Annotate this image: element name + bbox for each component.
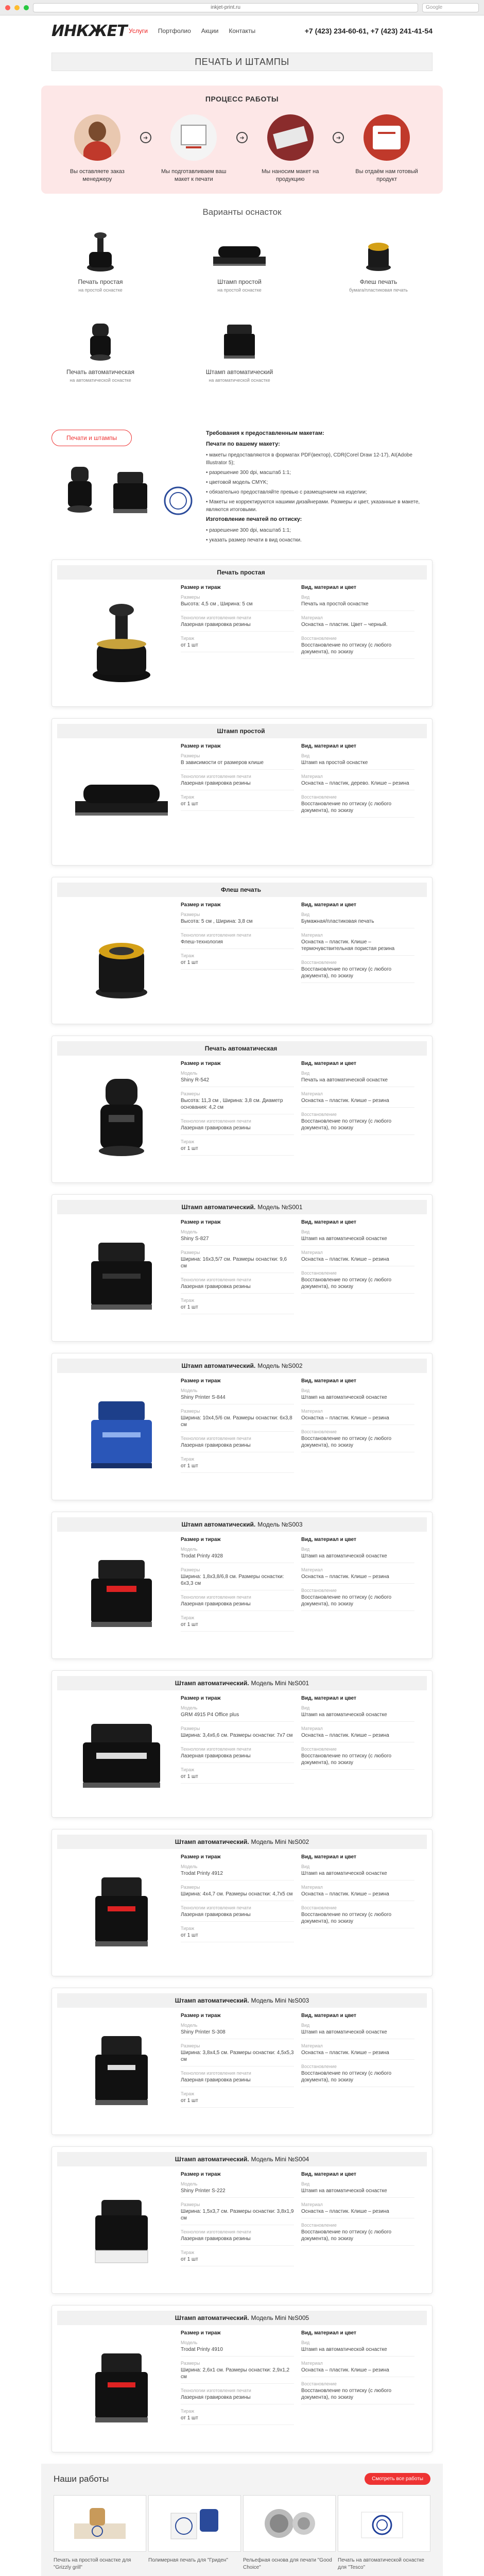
work-item[interactable]: Печать на автоматической оснастке для "Tesco" xyxy=(338,2495,430,2571)
variant-flash-seal[interactable]: Флеш печать бумага/пластиковая печать xyxy=(309,229,448,319)
variant-auto-seal[interactable]: Печать автоматическая на автоматической оснастке xyxy=(31,319,170,409)
product-tirage: от 1 шт xyxy=(181,1145,294,1156)
product-tirage: от 1 шт xyxy=(181,959,294,970)
product-sizes: Ширина: 4х4,7 см. Размеры оснастки: 4,7х5 см xyxy=(181,1891,294,1901)
product-tech: Лазерная гравировка резины xyxy=(181,2394,294,2404)
product-model: Shiny R-542 xyxy=(181,1077,294,1087)
product-tech: Флеш-технология xyxy=(181,939,294,949)
product-model: Shiny Printer S-222 xyxy=(181,2188,294,2198)
product-kind: Штамп на автоматической оснастке xyxy=(301,1553,414,1563)
printing-machine-image xyxy=(267,114,314,161)
auto-stamp-image xyxy=(219,321,260,363)
requirement-item: • Макеты не корректируются нашими дизайнерами. Размеры и цвет, указанные в макете, являются итоговыми. xyxy=(206,499,420,513)
product-image xyxy=(62,585,181,698)
product-restore: Восстановление по оттиску (с любого документа), по эскизу xyxy=(301,2229,414,2246)
product-material: Оснастка – пластик. Клише – резина xyxy=(301,1891,414,1901)
product-sizes: Высота: 5 см , Ширина: 3,8 см xyxy=(181,918,294,928)
product-tech: Лазерная гравировка резины xyxy=(181,1125,294,1135)
product-card: Печать простая Размер и тираж Размеры Высота: 4,5 см , Ширина: 5 см Технологии изготовления печати Лазерная гравировка резины Тираж от 1 шт Вид, материал и цвет Вид Печать на простой оснастке Материал Оснастка – пластик. Цвет – черный. Восстановление Восстановление по оттиску (с любого документа), по эскизу xyxy=(51,560,433,707)
auto-seal-image xyxy=(85,321,116,363)
product-material: Оснастка – пластик. Клише – резина xyxy=(301,2049,414,2060)
product-title: Штамп автоматический. Модель №S003 xyxy=(57,1517,427,1532)
product-restore: Восстановление по оттиску (с любого документа), по эскизу xyxy=(301,1911,414,1928)
product-image xyxy=(62,902,181,1015)
product-restore: Восстановление по оттиску (с любого документа), по эскизу xyxy=(301,1277,414,1294)
process-title: ПРОЦЕСС РАБОТЫ xyxy=(205,95,279,103)
view-col-title: Вид, материал и цвет xyxy=(301,743,356,749)
product-kind: Штамп на простой оснастке xyxy=(301,759,414,770)
round-stamp-image xyxy=(85,231,116,273)
product-restore: Восстановление по оттиску (с любого документа), по эскизу xyxy=(301,801,414,818)
requirement-item: • макеты предоставляются в форматах PDF(вектор), CDR(Corel Draw 12-17), AI(Adobe Illustrator 5); xyxy=(206,452,412,466)
nav-item-portfolio[interactable]: Портфолио xyxy=(158,27,191,35)
product-image xyxy=(62,1061,181,1174)
product-tirage: от 1 шт xyxy=(181,1621,294,1632)
close-window-icon[interactable] xyxy=(5,5,10,10)
requirement-item: • разрешение 300 dpi, масштаб 1:1; xyxy=(206,528,291,533)
product-tirage: от 1 шт xyxy=(181,1773,294,1784)
product-tech: Лазерная гравировка резины xyxy=(181,1911,294,1922)
site-logo[interactable]: ИНКЖЕТ xyxy=(51,22,127,40)
product-tech: Лазерная гравировка резины xyxy=(181,2235,294,2246)
process-step: Мы наносим макет на продукцию xyxy=(252,114,329,183)
product-model: Shiny Printer S-844 xyxy=(181,1394,294,1404)
requirement-item: • разрешение 300 dpi, масштаб 1:1; xyxy=(206,470,291,476)
product-sizes: Высота: 11,3 см , Ширина: 3,8 см. Диаметр основания: 4,2 см xyxy=(181,1097,294,1114)
product-title: Штамп автоматический. Модель Mini №S004 xyxy=(57,2152,427,2166)
product-title: Штамп автоматический. Модель №S002 xyxy=(57,1359,427,1373)
product-tirage: от 1 шт xyxy=(181,1463,294,1473)
product-material: Оснастка – пластик. Клише – резина xyxy=(301,1573,414,1584)
product-tech: Лазерная гравировка резины xyxy=(181,621,294,632)
product-material: Оснастка – пластик, дерево. Клише – резина xyxy=(301,780,414,790)
view-col-title: Вид, материал и цвет xyxy=(301,1219,356,1225)
view-col-title: Вид, материал и цвет xyxy=(301,585,356,590)
variant-auto-stamp[interactable]: Штамп автоматический на автоматической оснастке xyxy=(170,319,309,409)
product-title: Штамп автоматический. Модель Mini №S002 xyxy=(57,1835,427,1849)
main-nav xyxy=(129,27,305,35)
product-kind: Штамп на автоматической оснастке xyxy=(301,2188,414,2198)
work-photo xyxy=(148,2495,241,2552)
requirements-subtitle2: Изготовление печатей по оттиску: xyxy=(206,516,302,522)
product-tirage: от 1 шт xyxy=(181,2097,294,2108)
product-tech: Лазерная гравировка резины xyxy=(181,1753,294,1763)
size-col-title: Размер и тираж xyxy=(181,1696,221,1701)
browser-search-input[interactable]: Google xyxy=(422,3,479,12)
size-col-title: Размер и тираж xyxy=(181,585,221,590)
requirements-title: Требования к предоставленным макетам: xyxy=(206,430,324,436)
size-col-title: Размер и тираж xyxy=(181,2330,221,2336)
product-tirage: от 1 шт xyxy=(181,2256,294,2266)
product-title: Печать автоматическая xyxy=(57,1041,427,1056)
product-image xyxy=(62,1378,181,1492)
works-title: Наши работы xyxy=(54,2473,109,2484)
product-sizes: Ширина: 1,5х3,7 см. Размеры оснастки: 3,8х1,9 см xyxy=(181,2208,294,2225)
work-photo xyxy=(243,2495,336,2552)
address-bar[interactable]: inkjet-print.ru xyxy=(33,3,418,12)
size-col-title: Размер и тираж xyxy=(181,902,221,908)
process-section xyxy=(41,86,443,194)
process-step: Вы отдаём нам готовый продукт xyxy=(348,114,425,183)
product-title: Печать простая xyxy=(57,565,427,580)
product-restore: Восстановление по оттиску (с любого документа), по эскизу xyxy=(301,642,414,659)
product-card: Штамп автоматический. Модель №S003 Размер и тираж Модель Trodat Printy 4928 Размеры Ширина: 1,8х3,8/6,8 см. Размеры оснастки: 6х3,3 см Технологии изготовления печати Лазерная гравировка резины Тираж от 1 шт Вид, материал и цвет Вид Штамп на автоматической оснастке Материал Оснастка – пластик. Клише – резина Восстановление Восстановление по оттиску (с любого документа), по эскизу xyxy=(51,1512,433,1659)
variants-grid xyxy=(0,229,484,409)
requirement-item: • указать размер печати в вид оснастки. xyxy=(206,537,302,543)
product-material: Оснастка – пластик. Клише – термочувствительная пористая резина xyxy=(301,939,414,956)
product-tech: Лазерная гравировка резины xyxy=(181,1442,294,1452)
minimize-window-icon[interactable] xyxy=(14,5,20,10)
size-col-title: Размер и тираж xyxy=(181,2013,221,2019)
seals-stamps-button[interactable]: Печати и штампы xyxy=(51,430,132,446)
view-col-title: Вид, материал и цвет xyxy=(301,1854,356,1860)
product-tirage: от 1 шт xyxy=(181,801,294,811)
all-works-button[interactable]: Смотреть все работы xyxy=(365,2473,430,2485)
product-card: Штамп автоматический. Модель Mini №S001 Размер и тираж Модель GRM 4915 P4 Office plus Размеры Ширина: 3,4х6,6 см. Размеры оснастки: 7х7 см Технологии изготовления печати Лазерная гравировка резины Тираж от 1 шт Вид, материал и цвет Вид Штамп на автоматической оснастке Материал Оснастка – пластик. Клише – резина Восстановление Восстановление по оттиску (с любого документа), по эскизу xyxy=(51,1670,433,1818)
process-step: Мы подготавливаем ваш макет к печати xyxy=(155,114,232,183)
product-restore: Восстановление по оттиску (с любого документа), по эскизу xyxy=(301,1435,414,1452)
product-image xyxy=(62,1696,181,1809)
product-title: Штамп автоматический. Модель №S001 xyxy=(57,1200,427,1214)
layout-sketch-image xyxy=(170,114,217,161)
product-card: Штамп простой Размер и тираж Размеры В зависимости от размеров клише Технологии изготовления печати Лазерная гравировка резины Тираж от 1 шт Вид, материал и цвет Вид Штамп на простой оснастке Материал Оснастка – пластик, дерево. Клише – резина Восстановление Восстановление по оттиску (с любого документа), по эскизу xyxy=(51,718,433,866)
product-tech: Лазерная гравировка резины xyxy=(181,1283,294,1294)
maximize-window-icon[interactable] xyxy=(24,5,29,10)
product-kind: Штамп на автоматической оснастке xyxy=(301,1394,414,1404)
product-title: Флеш печать xyxy=(57,883,427,897)
product-kind: Печать на автоматической оснастке xyxy=(301,1077,414,1087)
product-kind: Штамп на автоматической оснастке xyxy=(301,1711,414,1722)
nav-item-promos[interactable]: Акции xyxy=(201,27,219,35)
view-col-title: Вид, материал и цвет xyxy=(301,902,356,908)
work-item[interactable]: Печать на простой оснастке для "Grizzly grill" xyxy=(54,2495,146,2571)
product-title: Штамп автоматический. Модель Mini №S001 xyxy=(57,1676,427,1690)
product-tech: Лазерная гравировка резины xyxy=(181,1601,294,1611)
requirements-section xyxy=(0,430,484,546)
view-col-title: Вид, материал и цвет xyxy=(301,1696,356,1701)
view-col-title: Вид, материал и цвет xyxy=(301,2172,356,2177)
view-col-title: Вид, материал и цвет xyxy=(301,1537,356,1543)
view-col-title: Вид, материал и цвет xyxy=(301,2013,356,2019)
product-model: Shiny Printer S-308 xyxy=(181,2029,294,2039)
product-image xyxy=(62,743,181,857)
product-card: Штамп автоматический. Модель Mini №S005 Размер и тираж Модель Trodat Printy 4910 Размеры Ширина: 2,6х1 см. Размеры оснастки: 2,9х1,2 см Технологии изготовления печати Лазерная гравировка резины Тираж от 1 шт Вид, материал и цвет Вид Штамп на автоматической оснастке Материал Оснастка – пластик. Клише – резина Восстановление Восстановление по оттиску (с любого документа), по эскизу xyxy=(51,2305,433,2452)
work-item[interactable]: Рельефная основа для печати "Good Choice" xyxy=(243,2495,336,2571)
product-restore: Восстановление по оттиску (с любого документа), по эскизу xyxy=(301,2070,414,2087)
product-sizes: Ширина: 1,8х3,8/6,8 см. Размеры оснастки: 6х3,3 см xyxy=(181,1573,294,1590)
browser-chrome xyxy=(0,0,484,15)
product-card: Штамп автоматический. Модель Mini №S004 Размер и тираж Модель Shiny Printer S-222 Размеры Ширина: 1,5х3,7 см. Размеры оснастки: 3,8х1,9 см Технологии изготовления печати Лазерная гравировка резины Тираж от 1 шт Вид, материал и цвет Вид Штамп на автоматической оснастке Материал Оснастка – пластик. Клише – резина Восстановление Восстановление по оттиску (с любого документа), по эскизу xyxy=(51,2146,433,2294)
product-image xyxy=(62,2172,181,2285)
size-col-title: Размер и тираж xyxy=(181,1854,221,1860)
page-title: ПЕЧАТЬ И ШТАМПЫ xyxy=(51,53,433,71)
product-model: GRM 4915 P4 Office plus xyxy=(181,1711,294,1722)
size-col-title: Размер и тираж xyxy=(181,743,221,749)
product-card: Штамп автоматический. Модель №S002 Размер и тираж Модель Shiny Printer S-844 Размеры Ширина: 10х4,5/6 см. Размеры оснастки: 6х3,8 см Технологии изготовления печати Лазерная гравировка резины Тираж от 1 шт Вид, материал и цвет Вид Штамп на автоматической оснастке Материал Оснастка – пластик. Клише – резина Восстановление Восстановление по оттиску (с любого документа), по эскизу xyxy=(51,1353,433,1500)
product-restore: Восстановление по оттиску (с любого документа), по эскизу xyxy=(301,1753,414,1770)
product-title: Штамп автоматический. Модель Mini №S005 xyxy=(57,2311,427,2325)
product-restore: Восстановление по оттиску (с любого документа), по эскизу xyxy=(301,1594,414,1611)
product-sizes: Ширина: 16х3,5/7 см. Размеры оснастки: 9,6 см xyxy=(181,1256,294,1273)
arrow-right-icon: ➜ xyxy=(140,132,151,143)
product-image xyxy=(62,1537,181,1650)
product-image xyxy=(62,2013,181,2126)
product-tirage: от 1 шт xyxy=(181,1932,294,1942)
view-col-title: Вид, материал и цвет xyxy=(301,2330,356,2336)
product-tech: Лазерная гравировка резины xyxy=(181,2077,294,2087)
size-col-title: Размер и тираж xyxy=(181,2172,221,2177)
manager-photo xyxy=(74,114,120,161)
size-col-title: Размер и тираж xyxy=(181,1061,221,1066)
stamps-photo xyxy=(51,460,206,516)
product-material: Оснастка – пластик. Клише – резина xyxy=(301,1732,414,1742)
product-tirage: от 1 шт xyxy=(181,1304,294,1314)
product-material: Оснастка – пластик. Клише – резина xyxy=(301,2208,414,2218)
requirement-item: • цветовой модель CMYK; xyxy=(206,480,268,485)
product-sizes: В зависимости от размеров клише xyxy=(181,759,294,770)
variant-simple-stamp[interactable]: Штамп простой на простой оснастке xyxy=(170,229,309,319)
product-sizes: Ширина: 10х4,5/6 см. Размеры оснастки: 6х3,8 см xyxy=(181,1415,294,1432)
product-model: Shiny S-827 xyxy=(181,1235,294,1246)
product-model: Trodat Printy 4912 xyxy=(181,1870,294,1880)
product-card: Штамп автоматический. Модель Mini №S003 Размер и тираж Модель Shiny Printer S-308 Размеры Ширина: 3,8х4,5 см. Размеры оснастки: 4,5х5,3 см Технологии изготовления печати Лазерная гравировка резины Тираж от 1 шт Вид, материал и цвет Вид Штамп на автоматической оснастке Материал Оснастка – пластик. Клише – резина Восстановление Восстановление по оттиску (с любого документа), по эскизу xyxy=(51,1988,433,2135)
view-col-title: Вид, материал и цвет xyxy=(301,1061,356,1066)
product-tirage: от 1 шт xyxy=(181,2415,294,2425)
product-card: Печать автоматическая Размер и тираж Модель Shiny R-542 Размеры Высота: 11,3 см , Ширина: 3,8 см. Диаметр основания: 4,2 см Технологии изготовления печати Лазерная гравировка резины Тираж от 1 шт Вид, материал и цвет Вид Печать на автоматической оснастке Материал Оснастка – пластик. Клише – резина Восстановление Восстановление по оттиску (с любого документа), по эскизу xyxy=(51,1036,433,1183)
nav-item-services[interactable]: Услуги xyxy=(129,27,148,35)
product-image xyxy=(62,2330,181,2444)
product-restore: Восстановление по оттиску (с любого документа), по эскизу xyxy=(301,2387,414,2404)
size-col-title: Размер и тираж xyxy=(181,1537,221,1543)
product-kind: Штамп на автоматической оснастке xyxy=(301,1870,414,1880)
product-model: Trodat Printy 4928 xyxy=(181,1553,294,1563)
product-model: Trodat Printy 4910 xyxy=(181,2346,294,2357)
process-step: Вы оставляете заказ менеджеру xyxy=(59,114,136,183)
product-restore: Восстановление по оттиску (с любого документа), по эскизу xyxy=(301,966,414,983)
flash-stamp-image xyxy=(363,231,394,273)
work-photo xyxy=(54,2495,146,2552)
product-kind: Штамп на автоматической оснастке xyxy=(301,2029,414,2039)
product-sizes: Ширина: 3,8х4,5 см. Размеры оснастки: 4,5х5,3 см xyxy=(181,2049,294,2066)
product-material: Оснастка – пластик. Клише – резина xyxy=(301,1256,414,1266)
product-sizes: Высота: 4,5 см , Ширина: 5 см xyxy=(181,601,294,611)
product-sizes: Ширина: 2,6х1 см. Размеры оснастки: 2,9х1,2 см xyxy=(181,2367,294,2384)
product-kind: Бумажная/пластиковая печать xyxy=(301,918,414,928)
finished-product-image xyxy=(364,114,410,161)
product-card: Штамп автоматический. Модель №S001 Размер и тираж Модель Shiny S-827 Размеры Ширина: 16х3,5/7 см. Размеры оснастки: 9,6 см Технологии изготовления печати Лазерная гравировка резины Тираж от 1 шт Вид, материал и цвет Вид Штамп на автоматической оснастке Материал Оснастка – пластик. Клише – резина Восстановление Восстановление по оттиску (с любого документа), по эскизу xyxy=(51,1194,433,1342)
product-material: Оснастка – пластик. Цвет – черный. xyxy=(301,621,414,632)
variants-title: Варианты оснасток xyxy=(202,207,282,217)
product-image xyxy=(62,1219,181,1333)
arrow-right-icon: ➜ xyxy=(236,132,248,143)
site-header xyxy=(0,15,484,46)
product-sizes: Ширина: 3,4х6,6 см. Размеры оснастки: 7х7 см xyxy=(181,1732,294,1742)
product-restore: Восстановление по оттиску (с любого документа), по эскизу xyxy=(301,1118,414,1135)
bar-stamp-image xyxy=(211,234,268,270)
work-item[interactable]: Полимерная печать для "Гриден" xyxy=(148,2495,241,2571)
product-material: Оснастка – пластик. Клише – резина xyxy=(301,1415,414,1425)
nav-item-contacts[interactable]: Контакты xyxy=(229,27,256,35)
size-col-title: Размер и тираж xyxy=(181,1378,221,1384)
header-phones[interactable]: +7 (423) 234-60-61, +7 (423) 241-41-54 xyxy=(304,27,433,35)
requirement-item: • обязательно предоставляйте превью с размещением на изделии; xyxy=(206,489,367,495)
product-card: Штамп автоматический. Модель Mini №S002 Размер и тираж Модель Trodat Printy 4912 Размеры Ширина: 4х4,7 см. Размеры оснастки: 4,7х5 см Технологии изготовления печати Лазерная гравировка резины Тираж от 1 шт Вид, материал и цвет Вид Штамп на автоматической оснастке Материал Оснастка – пластик. Клише – резина Восстановление Восстановление по оттиску (с любого документа), по эскизу xyxy=(51,1829,433,1976)
product-material: Оснастка – пластик. Клише – резина xyxy=(301,1097,414,1108)
size-col-title: Размер и тираж xyxy=(181,1219,221,1225)
variant-simple-seal[interactable]: Печать простая на простой оснастке xyxy=(31,229,170,319)
works-section xyxy=(41,2464,443,2576)
product-material: Оснастка – пластик. Клише – резина xyxy=(301,2367,414,2377)
product-tirage: от 1 шт xyxy=(181,642,294,652)
product-title: Штамп автоматический. Модель Mini №S003 xyxy=(57,1993,427,2008)
requirements-subtitle: Печати по вашему макету: xyxy=(206,441,280,447)
product-card: Флеш печать Размер и тираж Размеры Высота: 5 см , Ширина: 3,8 см Технологии изготовления печати Флеш-технология Тираж от 1 шт Вид, материал и цвет Вид Бумажная/пластиковая печать Материал Оснастка – пластик. Клише – термочувствительная пористая резина Восстановление Восстановление по оттиску (с любого документа), по эскизу xyxy=(51,877,433,1024)
products-list xyxy=(0,560,484,2452)
view-col-title: Вид, материал и цвет xyxy=(301,1378,356,1384)
product-tech: Лазерная гравировка резины xyxy=(181,780,294,790)
product-image xyxy=(62,1854,181,1968)
product-kind: Печать на простой оснастке xyxy=(301,601,414,611)
product-title: Штамп простой xyxy=(57,724,427,738)
product-kind: Штамп на автоматической оснастке xyxy=(301,2346,414,2357)
arrow-right-icon: ➜ xyxy=(333,132,344,143)
product-kind: Штамп на автоматической оснастке xyxy=(301,1235,414,1246)
work-photo xyxy=(338,2495,430,2552)
